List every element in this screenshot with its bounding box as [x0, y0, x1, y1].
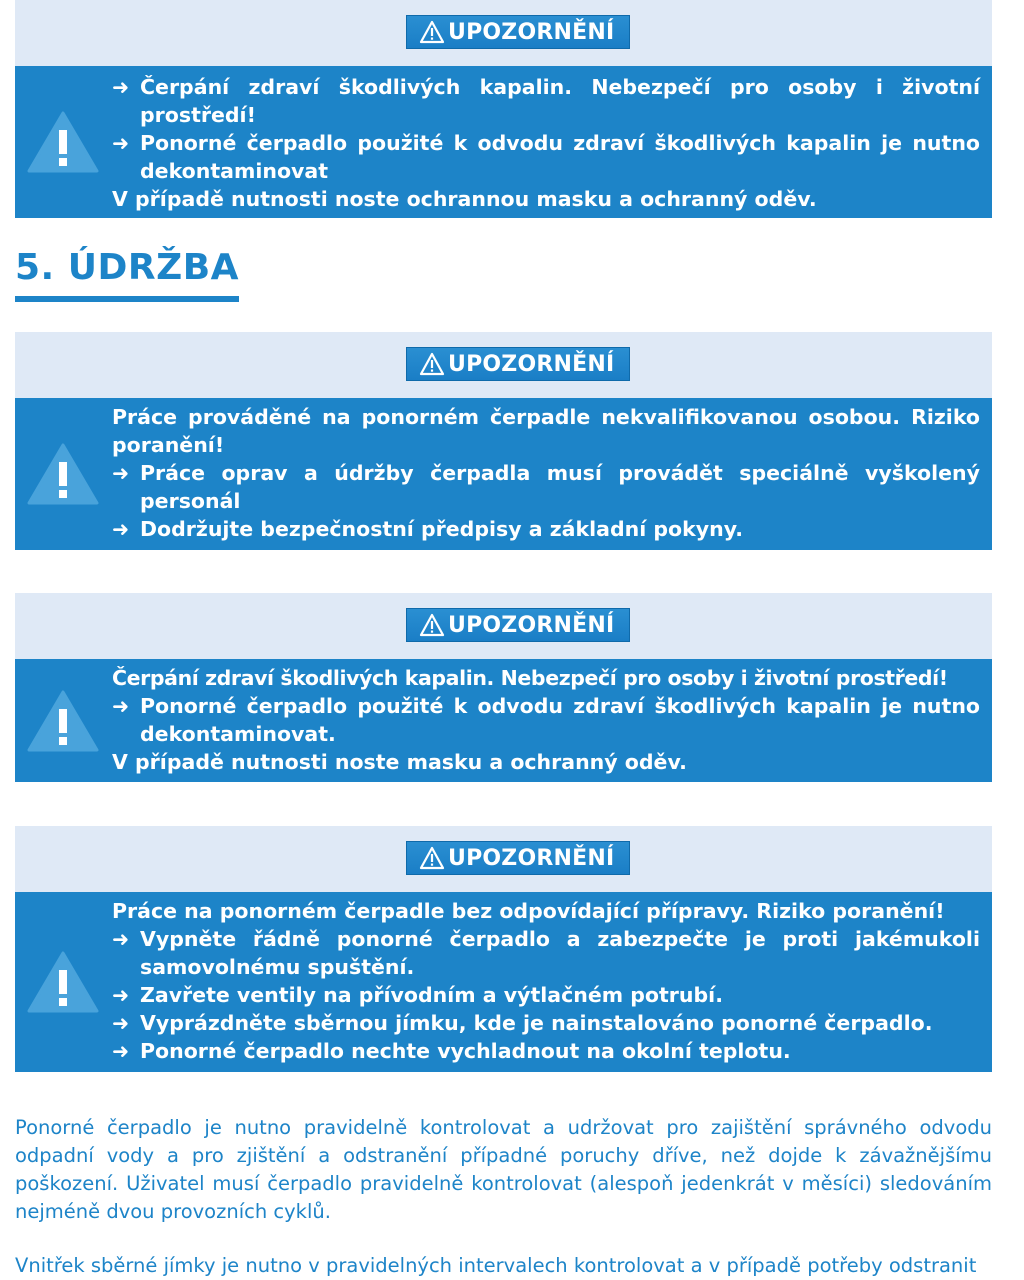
warning-badge-label: UPOZORNĚNÍ	[448, 612, 615, 638]
arrow-right-icon: ➜	[112, 131, 130, 155]
warning-badge-label: UPOZORNĚNÍ	[448, 19, 615, 45]
warning-box-2	[15, 332, 992, 550]
exclamation-triangle-icon	[27, 442, 99, 506]
warning-triangle-icon	[419, 613, 445, 637]
warning-line: ➜ Zavřete ventily na přívodním a výtlačném potrubí.	[112, 983, 723, 1007]
warning-badge	[406, 15, 630, 49]
warning-line: ➜ Ponorné čerpadlo použité k odvodu zdraví škodlivých kapalin je nutno dekontaminovat	[112, 131, 980, 183]
warning-badge	[406, 608, 630, 642]
warning-header	[15, 593, 992, 659]
warning-header	[15, 332, 992, 398]
exclamation-triangle-icon	[27, 950, 99, 1014]
warning-triangle-icon	[419, 20, 445, 44]
arrow-right-icon: ➜	[112, 927, 130, 951]
warning-header	[15, 826, 992, 892]
warning-line: V případě nutnosti noste masku a ochranný oděv.	[112, 750, 687, 774]
warning-badge-label: UPOZORNĚNÍ	[448, 351, 615, 377]
warning-line: ➜ Ponorné čerpadlo nechte vychladnout na okolní teplotu.	[112, 1039, 791, 1063]
warning-badge	[406, 347, 630, 381]
body-paragraph: Ponorné čerpadlo je nutno pravidelně kontrolovat a udržovat pro zajištění správného odvodu odpadní vody a pro zjištění a odstranění případné poruchy dříve, než dojde k závažnějšímu poškození. Uživatel musí čerpadlo pravidelně kontrolovat (alespoň jedenkrát v měsíci) sledováním nejméně dvou provozních cyklů.	[15, 1116, 992, 1223]
warning-line: ➜ Čerpání zdraví škodlivých kapalin. Nebezpečí pro osoby i životní prostředí!	[112, 75, 980, 127]
arrow-right-icon: ➜	[112, 983, 130, 1007]
warning-line: ➜ Ponorné čerpadlo použité k odvodu zdraví škodlivých kapalin je nutno dekontaminovat.	[112, 694, 980, 746]
warning-line: Práce prováděné na ponorném čerpadle nekvalifikovanou osobou. Riziko poranění!	[112, 405, 980, 457]
warning-badge-label: UPOZORNĚNÍ	[448, 845, 615, 871]
arrow-right-icon: ➜	[112, 75, 130, 99]
arrow-right-icon: ➜	[112, 517, 130, 541]
warning-box-4	[15, 826, 992, 1072]
section-title: 5. ÚDRŽBA	[15, 244, 239, 302]
exclamation-triangle-icon	[27, 110, 99, 174]
warning-line: Práce na ponorném čerpadle bez odpovídající přípravy. Riziko poranění!	[112, 899, 945, 923]
warning-box-1	[15, 0, 992, 218]
warning-line: ➜ Vyprázdněte sběrnou jímku, kde je nainstalováno ponorné čerpadlo.	[112, 1011, 933, 1035]
warning-header	[15, 0, 992, 66]
arrow-right-icon: ➜	[112, 461, 130, 485]
warning-line: ➜ Dodržujte bezpečnostní předpisy a základní pokyny.	[112, 517, 743, 541]
arrow-right-icon: ➜	[112, 1011, 130, 1035]
warning-body	[15, 659, 992, 782]
exclamation-triangle-icon	[27, 689, 99, 753]
warning-box-3	[15, 593, 992, 782]
warning-line: Čerpání zdraví škodlivých kapalin. Nebezpečí pro osoby i životní prostředí!	[112, 666, 948, 690]
arrow-right-icon: ➜	[112, 694, 130, 718]
warning-body	[15, 398, 992, 550]
warning-line: V případě nutnosti noste ochrannou masku a ochranný oděv.	[112, 187, 817, 211]
warning-triangle-icon	[419, 846, 445, 870]
body-paragraph: Vnitřek sběrné jímky je nutno v pravidelných intervalech kontrolovat a v případě potřeby odstranit	[15, 1254, 977, 1277]
warning-line: ➜ Vypněte řádně ponorné čerpadlo a zabezpečte je proti jakémukoli samovolnému spuštění.	[112, 927, 980, 979]
arrow-right-icon: ➜	[112, 1039, 130, 1063]
warning-badge	[406, 841, 630, 875]
warning-triangle-icon	[419, 352, 445, 376]
warning-line: ➜ Práce oprav a údržby čerpadla musí provádět speciálně vyškolený personál	[112, 461, 980, 513]
warning-body	[15, 892, 992, 1072]
warning-body	[15, 66, 992, 218]
